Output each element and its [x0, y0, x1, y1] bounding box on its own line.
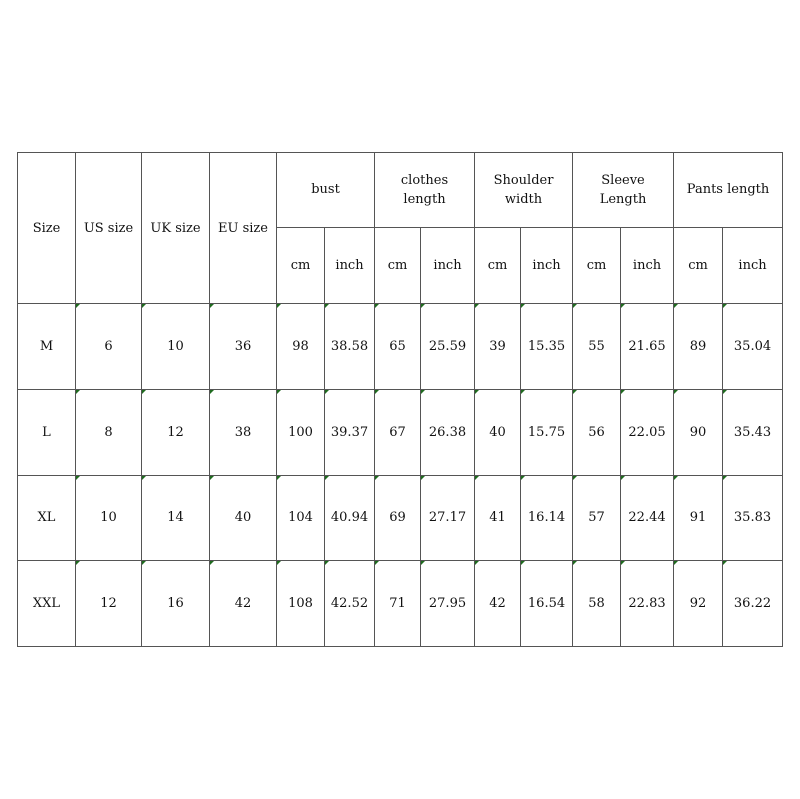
- cell-shoulder-width-inch: [521, 475, 573, 561]
- cell-clothes-length-cm: [375, 304, 421, 390]
- cell-corner-mark: [210, 476, 214, 480]
- cell-pants-length-inch: [723, 304, 783, 390]
- cell-value: 27.95: [428, 596, 467, 612]
- cell-corner-mark: [76, 390, 80, 394]
- header-sleeve-length: [573, 153, 674, 228]
- cell-value: 67: [389, 424, 406, 440]
- cell-corner-mark: [142, 390, 146, 394]
- cell-sleeve-length-cm: [573, 475, 621, 561]
- cell-shoulder-width-cm: [475, 561, 521, 647]
- table-row: [18, 389, 783, 475]
- cell-corner-mark: [277, 304, 281, 308]
- cell-value: 16: [167, 596, 184, 612]
- cell-clothes-length-inch: [421, 561, 475, 647]
- cell-value: 35.83: [733, 510, 772, 526]
- cell-corner-mark: [475, 561, 479, 565]
- cell-value: 10: [100, 510, 117, 526]
- cell-shoulder-width-inch: [521, 304, 573, 390]
- cell-sleeve-length-inch: [621, 561, 674, 647]
- cell-corner-mark: [421, 561, 425, 565]
- cell-corner-mark: [475, 304, 479, 308]
- cell-corner-mark: [674, 390, 678, 394]
- cell-corner-mark: [621, 304, 625, 308]
- cell-pants-length-cm: [674, 475, 723, 561]
- cell-corner-mark: [277, 476, 281, 480]
- unit-inch: inch: [723, 227, 783, 304]
- cell-value: 69: [389, 510, 406, 526]
- cell-corner-mark: [142, 561, 146, 565]
- cell-value: 8: [104, 424, 113, 440]
- cell-corner-mark: [76, 476, 80, 480]
- cell-corner-mark: [621, 390, 625, 394]
- cell-value: 92: [689, 596, 707, 612]
- cell-value: 100: [288, 424, 313, 440]
- cell-corner-mark: [277, 390, 281, 394]
- cell-corner-mark: [573, 476, 577, 480]
- cell-value: 35.43: [733, 424, 772, 440]
- cell-corner-mark: [375, 561, 379, 565]
- header-sleeve-length-line-1: Sleeve: [601, 172, 645, 188]
- cell-value: 15.75: [527, 424, 566, 440]
- cell-sleeve-length-inch: [621, 389, 674, 475]
- cell-value: 39: [489, 339, 506, 355]
- cell-clothes-length-inch: [421, 475, 475, 561]
- cell-value: 22.05: [628, 424, 666, 440]
- cell-value: XXL: [32, 596, 61, 612]
- cell-value: 35.04: [733, 339, 772, 355]
- cell-pants-length-cm: [674, 389, 723, 475]
- cell-size: [18, 561, 76, 647]
- header-clothes-length-line-1: clothes: [400, 172, 449, 188]
- size-chart-table: [17, 152, 783, 647]
- cell-us-size: [76, 389, 142, 475]
- cell-value: L: [42, 424, 51, 440]
- cell-value: 6: [104, 339, 113, 355]
- cell-corner-mark: [621, 476, 625, 480]
- cell-clothes-length-cm: [375, 475, 421, 561]
- cell-value: 14: [167, 510, 184, 526]
- cell-value: 42.52: [330, 596, 369, 612]
- header-eu-size: EU size: [210, 153, 277, 304]
- cell-eu-size: [210, 389, 277, 475]
- cell-value: 40: [489, 424, 506, 440]
- cell-bust-cm: [277, 561, 325, 647]
- header-row-groups: [18, 153, 783, 228]
- cell-value: 12: [167, 424, 184, 440]
- cell-corner-mark: [277, 561, 281, 565]
- unit-inch: inch: [421, 227, 475, 304]
- cell-value: 39.37: [330, 424, 369, 440]
- cell-eu-size: [210, 561, 277, 647]
- cell-corner-mark: [142, 476, 146, 480]
- cell-clothes-length-inch: [421, 389, 475, 475]
- cell-clothes-length-inch: [421, 304, 475, 390]
- cell-value: 22.83: [628, 596, 666, 612]
- cell-shoulder-width-cm: [475, 304, 521, 390]
- cell-corner-mark: [210, 561, 214, 565]
- cell-value: 10: [167, 339, 184, 355]
- table-row: [18, 304, 783, 390]
- cell-corner-mark: [723, 476, 727, 480]
- cell-corner-mark: [210, 304, 214, 308]
- cell-value: 40: [234, 510, 252, 526]
- header-uk-size: UK size: [142, 153, 210, 304]
- cell-bust-inch: [325, 475, 375, 561]
- cell-corner-mark: [521, 476, 525, 480]
- cell-value: 16.54: [527, 596, 566, 612]
- cell-corner-mark: [475, 476, 479, 480]
- header-shoulder-width-line-1: Shoulder: [493, 172, 554, 188]
- cell-corner-mark: [573, 390, 577, 394]
- cell-pants-length-inch: [723, 475, 783, 561]
- cell-corner-mark: [573, 561, 577, 565]
- cell-sleeve-length-cm: [573, 561, 621, 647]
- cell-sleeve-length-cm: [573, 304, 621, 390]
- cell-uk-size: [142, 475, 210, 561]
- cell-clothes-length-cm: [375, 389, 421, 475]
- cell-value: 38: [234, 424, 252, 440]
- cell-corner-mark: [375, 476, 379, 480]
- cell-eu-size: [210, 304, 277, 390]
- cell-shoulder-width-cm: [475, 475, 521, 561]
- cell-corner-mark: [76, 304, 80, 308]
- cell-value: 38.58: [330, 339, 369, 355]
- cell-shoulder-width-inch: [521, 389, 573, 475]
- cell-bust-inch: [325, 389, 375, 475]
- unit-inch: inch: [521, 227, 573, 304]
- cell-corner-mark: [325, 476, 329, 480]
- cell-corner-mark: [674, 476, 678, 480]
- cell-corner-mark: [475, 390, 479, 394]
- cell-corner-mark: [521, 561, 525, 565]
- cell-value: M: [39, 339, 54, 355]
- cell-value: 42: [234, 596, 252, 612]
- cell-value: 104: [288, 510, 313, 526]
- cell-bust-inch: [325, 304, 375, 390]
- cell-value: 108: [288, 596, 313, 612]
- cell-value: 98: [292, 339, 309, 355]
- cell-sleeve-length-inch: [621, 304, 674, 390]
- cell-value: 40.94: [330, 510, 369, 526]
- cell-uk-size: [142, 304, 210, 390]
- cell-us-size: [76, 475, 142, 561]
- cell-bust-inch: [325, 561, 375, 647]
- cell-corner-mark: [325, 304, 329, 308]
- cell-value: 21.65: [628, 339, 666, 355]
- cell-value: 16.14: [527, 510, 566, 526]
- cell-value: 25.59: [428, 339, 467, 355]
- cell-corner-mark: [76, 561, 80, 565]
- cell-corner-mark: [421, 476, 425, 480]
- cell-bust-cm: [277, 475, 325, 561]
- cell-value: 89: [689, 339, 707, 355]
- cell-value: 22.44: [628, 510, 666, 526]
- cell-us-size: [76, 304, 142, 390]
- header-pants-length: Pants length: [674, 153, 783, 228]
- cell-corner-mark: [325, 561, 329, 565]
- cell-sleeve-length-cm: [573, 389, 621, 475]
- header-clothes-length-line-2: length: [403, 191, 446, 207]
- cell-value: 15.35: [527, 339, 566, 355]
- cell-pants-length-cm: [674, 561, 723, 647]
- unit-cm: cm: [573, 227, 621, 304]
- cell-corner-mark: [421, 390, 425, 394]
- unit-inch: inch: [621, 227, 674, 304]
- cell-corner-mark: [674, 304, 678, 308]
- cell-bust-cm: [277, 304, 325, 390]
- cell-shoulder-width-inch: [521, 561, 573, 647]
- header-shoulder-width-line-2: width: [504, 191, 543, 207]
- cell-value: 27.17: [428, 510, 467, 526]
- table-row: [18, 475, 783, 561]
- cell-sleeve-length-inch: [621, 475, 674, 561]
- cell-value: 58: [588, 596, 605, 612]
- cell-corner-mark: [375, 390, 379, 394]
- cell-corner-mark: [521, 304, 525, 308]
- cell-value: 65: [389, 339, 406, 355]
- cell-bust-cm: [277, 389, 325, 475]
- cell-value: 56: [588, 424, 605, 440]
- header-clothes-length: [375, 153, 475, 228]
- cell-uk-size: [142, 389, 210, 475]
- cell-value: 90: [689, 424, 707, 440]
- cell-corner-mark: [723, 561, 727, 565]
- cell-value: 26.38: [428, 424, 467, 440]
- cell-value: 57: [588, 510, 605, 526]
- cell-pants-length-inch: [723, 389, 783, 475]
- cell-value: XL: [37, 510, 56, 526]
- unit-cm: cm: [375, 227, 421, 304]
- header-us-size: US size: [76, 153, 142, 304]
- cell-corner-mark: [142, 304, 146, 308]
- header-sleeve-length-line-2: Length: [599, 191, 647, 207]
- header-size: Size: [18, 153, 76, 304]
- cell-size: [18, 475, 76, 561]
- cell-clothes-length-cm: [375, 561, 421, 647]
- cell-pants-length-cm: [674, 304, 723, 390]
- cell-corner-mark: [421, 304, 425, 308]
- cell-corner-mark: [621, 561, 625, 565]
- cell-value: 36.22: [733, 596, 772, 612]
- cell-value: 36: [234, 339, 252, 355]
- cell-corner-mark: [325, 390, 329, 394]
- unit-inch: inch: [325, 227, 375, 304]
- unit-cm: cm: [277, 227, 325, 304]
- cell-corner-mark: [210, 390, 214, 394]
- cell-eu-size: [210, 475, 277, 561]
- cell-corner-mark: [573, 304, 577, 308]
- cell-corner-mark: [723, 390, 727, 394]
- cell-value: 12: [100, 596, 117, 612]
- table-row: [18, 561, 783, 647]
- cell-size: [18, 389, 76, 475]
- cell-pants-length-inch: [723, 561, 783, 647]
- cell-value: 91: [689, 510, 707, 526]
- cell-size: [18, 304, 76, 390]
- cell-corner-mark: [375, 304, 379, 308]
- header-bust: bust: [277, 153, 375, 228]
- unit-cm: cm: [475, 227, 521, 304]
- cell-us-size: [76, 561, 142, 647]
- cell-value: 55: [588, 339, 605, 355]
- cell-corner-mark: [521, 390, 525, 394]
- cell-value: 42: [489, 596, 506, 612]
- cell-shoulder-width-cm: [475, 389, 521, 475]
- cell-value: 71: [389, 596, 406, 612]
- cell-value: 41: [489, 510, 506, 526]
- header-shoulder-width: [475, 153, 573, 228]
- cell-corner-mark: [674, 561, 678, 565]
- unit-cm: cm: [674, 227, 723, 304]
- cell-uk-size: [142, 561, 210, 647]
- cell-corner-mark: [723, 304, 727, 308]
